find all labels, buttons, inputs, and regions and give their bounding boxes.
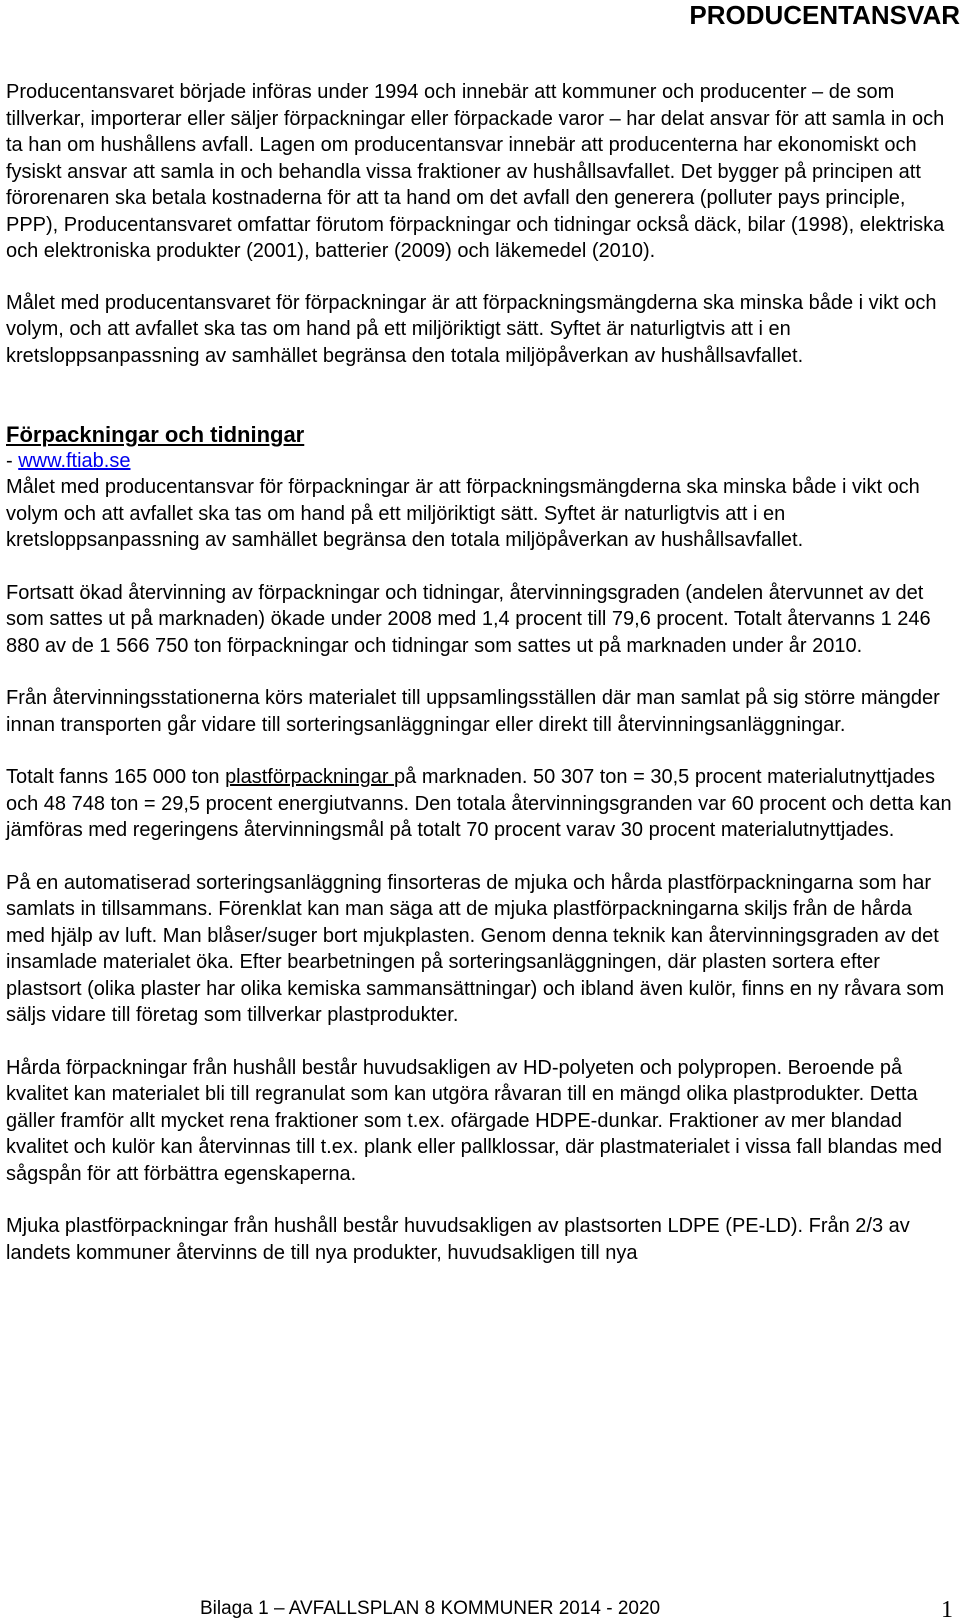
section-paragraph-3: Från återvinningsstationerna körs materialet till uppsamlingsställen där man samlat på sig större mängder innan transporten går vidare till sorteringsanläggningar eller direkt till återvinningsanläggningar.: [6, 687, 940, 736]
ftiab-link[interactable]: www.ftiab.se: [18, 450, 131, 472]
page-number: 1: [941, 1597, 953, 1623]
section-paragraph-5: På en automatiserad sorteringsanläggning finsorteras de mjuka och hårda plastförpackningarna som har samlats in tillsammans. Förenklat kan man säga att de mjuka plastförpackningarna skiljs från de hårda med hjälp av luft. Man blåser/suger bort mjukplasten. Genom denna teknik kan återvinningsgraden av det insamlade materialet öka. Efter bearbetningen på sorteringsanläggningen, där plasten sortera efter plastsort (olika plaster har olika kemiska sammansättningar) och ibland även kulör, finns en ny råvara som säljs vidare till företag som tillverkar plastprodukter.: [6, 871, 945, 1026]
section-paragraph-7: Mjuka plastförpackningar från hushåll består huvudsakligen av plastsorten LDPE (PE-LD). Från 2/3 av landets kommuner återvinns de till nya produkter, huvudsakligen till nya: [6, 1215, 910, 1264]
section-paragraph-1: Målet med producentansvar för förpackningar är att förpackningsmängderna ska minska både i vikt och volym och att avfallet ska tas om hand på ett miljöriktigt sätt. Syftet är naturligtvis att i en kretsloppsanpassning av samhället begränsa den totala miljöpåverkan av hushållsavfallet.: [6, 476, 920, 551]
page-title: PRODUCENTANSVAR: [689, 0, 960, 30]
section-paragraph-6: Hårda förpackningar från hushåll består huvudsakligen av HD-polyeten och polypropen. Beroende på kvalitet kan materialet bli till regranulat som kan utgöra råvaran till en mängd olika plastprodukter. Detta gäller framför allt mycket rena fraktioner som t.ex. ofärgade HDPE-dunkar. Fraktioner av mer blandad kvalitet och kulör kan återvinnas till t.ex. plank eller pallklossar, där plastmaterialet i vissa fall blandas med sågspån för att förbättra egenskaperna.: [6, 1056, 942, 1185]
page-footer: Bilaga 1 – AVFALLSPLAN 8 KOMMUNER 2014 - 2020: [200, 1598, 661, 1619]
section-heading: Förpackningar och tidningar: [6, 422, 305, 447]
plastforpackningar-term: plastförpackningar: [225, 766, 395, 788]
intro-paragraph-1: Producentansvaret började införas under 1994 och innebär att kommuner och producenter – de som tillverkar, importerar eller säljer förpackningar eller förpackade varor – har delat ansvar för att samla in och ta han om hushållens avfall. Lagen om producentansvar innebär att producenterna har ekonomiskt och fysiskt ansvar att samla in och behandla vissa fraktioner av hushållsavfallet. Det bygger på principen att förorenaren ska betala kostnaderna för att ta hand om det avfall den generera (polluter pays principle, PPP), Producentansvaret omfattar förutom förpackningar och tidningar också däck, bilar (1998), elektriska och elektroniska produkter (2001), batterier (2009) och läkemedel (2010).: [6, 81, 945, 262]
website-line: [6, 448, 956, 474]
document-body: [6, 79, 956, 1266]
paragraph-4-end: på marknaden. 50 307 ton = 30,5 procent materialutnyttjades och 48 748 ton = 29,5 procent energiutvanns. Den totala återvinningsgranden var 60 procent och detta kan jämföras med regeringens återvinningsmål på totalt 70 procent varav 30 procent materialutnyttjades.: [6, 766, 952, 841]
paragraph-4-start: Totalt fanns 165 000 ton: [6, 766, 226, 788]
intro-paragraph-2: Målet med producentansvaret för förpackningar är att förpackningsmängderna ska minska både i vikt och volym, och att avfallet ska tas om hand på ett miljöriktigt sätt. Syftet är naturligtvis att i en kretsloppsanpassning av samhället begränsa den totala miljöpåverkan av hushållsavfallet.: [6, 291, 937, 367]
link-prefix: -: [6, 450, 19, 472]
section-paragraph-2: Fortsatt ökad återvinning av förpackningar och tidningar, återvinningsgraden (andelen återvunnet av det som sattes ut på marknaden) ökade under 2008 med 1,4 procent till 79,6 procent. Totalt återvanns 1 246 880 av de 1 566 750 ton förpackningar och tidningar som sattes ut på marknaden under år 2010.: [6, 581, 931, 657]
section-paragraph-4: [6, 764, 956, 844]
